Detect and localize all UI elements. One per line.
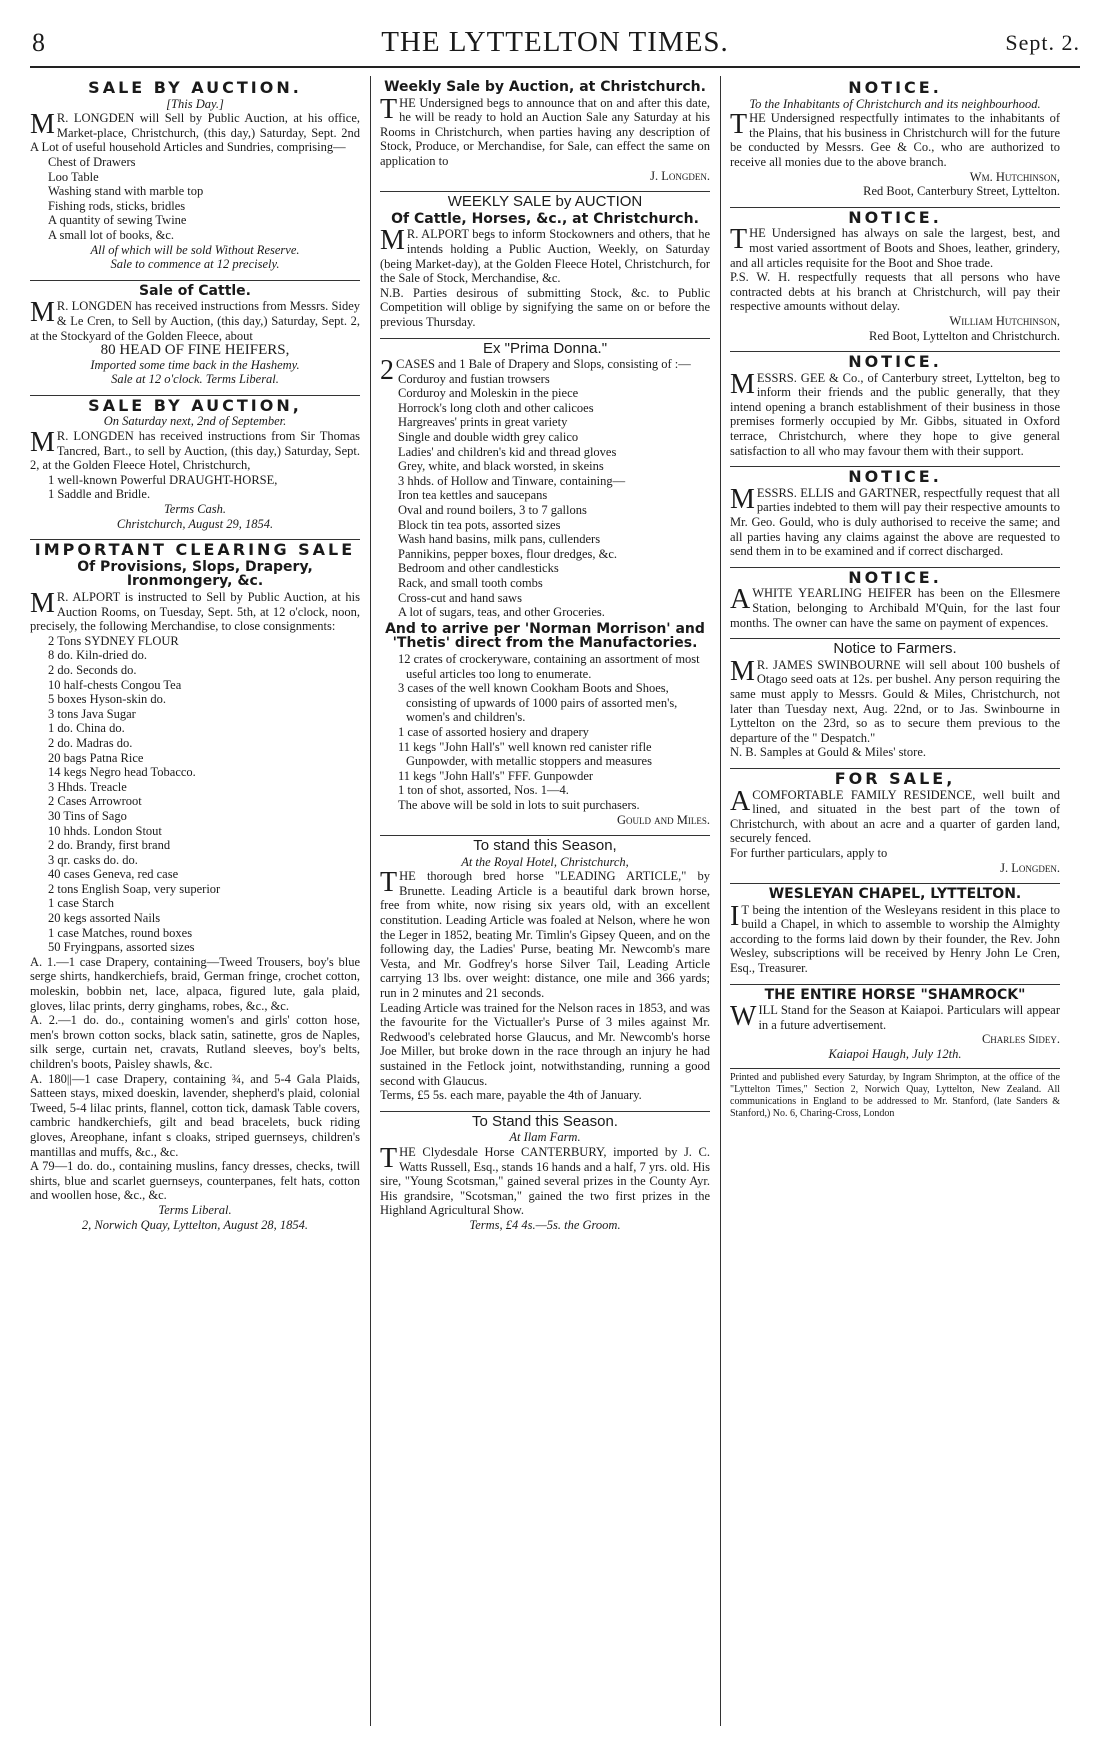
list-item: 30 Tins of Sago bbox=[48, 808, 127, 823]
ad-paragraph: A 79—1 do. do., containing muslins, fancy dresses, checks, twill shirts, blue and scarlet guernseys, counterpanes, felt hats, cotton and woollen hose, &c., &c. bbox=[30, 1159, 360, 1203]
list-item: Loo Table bbox=[48, 169, 99, 184]
item-list bbox=[30, 634, 360, 955]
ad-paragraph: For further particulars, apply to bbox=[730, 845, 888, 860]
page-number: 8 bbox=[32, 28, 45, 57]
advertisement bbox=[30, 76, 360, 275]
list-item: 3 qr. casks do. do. bbox=[48, 852, 138, 867]
column-2 bbox=[380, 76, 710, 1728]
list-item: 1 Saddle and Bridle. bbox=[48, 487, 151, 502]
ad-divider bbox=[730, 984, 1060, 985]
list-item: The above will be sold in lots to suit purchasers. bbox=[398, 797, 640, 812]
advertisement bbox=[730, 763, 1060, 878]
list-item: Bedroom and other candlesticks bbox=[398, 561, 559, 576]
issue-date: Sept. 2. bbox=[1005, 30, 1080, 55]
item-list bbox=[380, 652, 710, 813]
ad-divider bbox=[730, 638, 1060, 639]
list-item: 2 do. Seconds do. bbox=[48, 662, 137, 677]
list-item: 20 kegs assorted Nails bbox=[48, 911, 161, 926]
ad-paragraph: Terms, £5 5s. each mare, payable the 4th of January. bbox=[380, 1088, 642, 1103]
list-item: Pannikins, pepper boxes, flour dredges, &c. bbox=[398, 546, 618, 561]
ad-divider bbox=[730, 883, 1060, 884]
list-item: Wash hand basins, milk pans, cullenders bbox=[398, 532, 601, 547]
advertisement bbox=[30, 275, 360, 390]
ad-body: IT being the intention of the Wesleyans resident in this place to build a Chapel, in which to assemble to worship the Almighty according to the forms laid down by their founder, the Rev. John Wesley, subscriptions will be received by Henry John Le Cren, Esq., Treasurer. bbox=[730, 900, 1060, 976]
list-item: 40 cases Geneva, red case bbox=[48, 867, 179, 882]
ad-heading: NOTICE. bbox=[848, 207, 942, 227]
ad-body: THE Clydesdale Horse CANTERBURY, imported by J. C. Watts Russell, Esq., stands 16 hands and a half, 7 yrs. old. His sire, "Young Scotsman," gained several prizes in the County Ayr. His grandsire, "Scotsman," gained the two first prizes in the Highland Agricultural Show. bbox=[380, 1142, 710, 1218]
ad-signature: Gould and Miles. bbox=[616, 812, 710, 827]
ad-footnote: Terms Liberal. bbox=[158, 1202, 232, 1217]
list-item: Chest of Drawers bbox=[48, 154, 136, 169]
ad-body: MESSRS. ELLIS and GARTNER, respectfully request that all parties indebted to them will pay their respective amounts to Mr. Geo. Gould, who is duly authorised to receive the same; and all parties having any claims against the above are requested to send them in to be examined and if correct discharged. bbox=[730, 483, 1060, 559]
ad-dateline: To the Inhabitants of Christchurch and its neighbourhood. bbox=[749, 96, 1041, 111]
ad-body: MR. JAMES SWINBOURNE will sell about 100 bushels of Otago seed oats at 12s. per bushel. Any person requiring the same must apply to Messrs. Gould & Miles, Christchurch, not later than Tuesday next, Aug. 22nd, or to Jas. Swinbourne in Lyttelton on the 23rd, so as to secure them previous to the departure of the " Despatch." bbox=[730, 655, 1060, 745]
ad-heading: Notice to Farmers. bbox=[833, 640, 957, 658]
ad-signature: William Hutchinson, bbox=[949, 313, 1060, 328]
ad-dateline: At Ilam Farm. bbox=[509, 1130, 581, 1145]
advertisement bbox=[380, 830, 710, 1106]
newspaper-title: THE LYTTELTON TIMES. bbox=[381, 26, 729, 58]
list-item: 3 cases of the well known Cookham Boots and Shoes, consisting of upwards of 1000 pairs of assorted men's, women's and children's. bbox=[398, 681, 678, 725]
ad-body: MR. ALPORT begs to inform Stockowners and others, that he intends holding a Public Auction, Weekly, on Saturday (being Market-day), at the Golden Fleece Hotel, Christchurch, for the Sale of Stock, Merchandise, &c. bbox=[380, 225, 710, 286]
ad-body: THE Undersigned has always on sale the largest, best, and most varied assortment of Boots and Shoes, leather, grindery, and all articles requisite for the Boot and Shoe trade. bbox=[730, 224, 1060, 270]
list-item: 1 ton of shot, assorted, Nos. 1—4. bbox=[398, 783, 569, 798]
ad-subheading: Of Provisions, Slops, Drapery, Ironmongery, &c. bbox=[77, 558, 313, 590]
column-divider bbox=[370, 76, 371, 1726]
ad-divider bbox=[380, 191, 710, 192]
advertisement bbox=[380, 1106, 710, 1236]
ad-dateline: [This Day.] bbox=[166, 96, 224, 111]
ad-highlight: 80 HEAD OF FINE HEIFERS, bbox=[100, 342, 290, 359]
list-item: Block tin tea pots, assorted sizes bbox=[398, 517, 561, 532]
column-divider bbox=[720, 76, 721, 1726]
item-list bbox=[380, 372, 710, 620]
list-item: Single and double width grey calico bbox=[398, 430, 579, 445]
ad-paragraph: Leading Article was trained for the Nelson races in 1853, and was the favourite for the Victualler's Purse of 3 miles against Mr. Redwood's celebrated horse Glaucus, and Mr. Newcomb's horse Joe Miller, but broke down in the race through an injury he had sustained in the Fetlock joint, notwithstanding, running a good second with Glaucus. bbox=[380, 1000, 710, 1088]
ad-address: Red Boot, Canterbury Street, Lyttelton. bbox=[863, 184, 1060, 199]
list-item: 2 do. Brandy, first brand bbox=[48, 838, 171, 853]
advertisement bbox=[730, 878, 1060, 979]
ad-divider bbox=[380, 338, 710, 339]
ad-subheading: And to arrive per 'Norman Morrison' and 'Thetis' direct from the Manufactories. bbox=[385, 620, 705, 652]
list-item: 3 Hhds. Treacle bbox=[48, 779, 127, 794]
list-item: 10 hhds. London Stout bbox=[48, 823, 162, 838]
ad-body: MR. LONGDEN has received instructions from Messrs. Sidey & Le Cren, to Sell by Auction, (this day,) Saturday, Sept. 2, at the Stockyard of the Golden Fleece, about bbox=[30, 297, 360, 343]
imprint-rule bbox=[730, 1068, 1060, 1069]
list-item: 11 kegs "John Hall's" FFF. Gunpowder bbox=[398, 768, 594, 783]
advertisement bbox=[730, 202, 1060, 346]
ad-heading: NOTICE. bbox=[848, 467, 942, 487]
list-item: 12 crates of crockeryware, containing an assortment of most useful articles too long to enumerate. bbox=[398, 651, 700, 681]
ad-divider bbox=[30, 280, 360, 281]
list-item: 1 case Starch bbox=[48, 896, 114, 911]
ad-divider bbox=[380, 1111, 710, 1112]
list-item: 2 tons English Soap, very superior bbox=[48, 881, 221, 896]
advertisement bbox=[730, 76, 1060, 202]
ad-footnote: Terms Cash. bbox=[163, 502, 227, 517]
list-item: 1 case of assorted hosiery and drapery bbox=[398, 724, 589, 739]
list-item: 3 hhds. of Hollow and Tinware, containing— bbox=[398, 473, 626, 488]
masthead bbox=[30, 20, 1080, 76]
list-item: 10 half-chests Congou Tea bbox=[48, 677, 182, 692]
list-item: Corduroy and fustian trowsers bbox=[398, 371, 550, 386]
ad-footnote: Sale at 12 o'clock. Terms Liberal. bbox=[111, 372, 279, 387]
ad-body: THE thorough bred horse "LEADING ARTICLE," by Brunette. Leading Article is a beautiful dark brown horse, free from white, now rising six years old, with an excellent constitution. Leading Article was foaled at Nelson, where he won the Leger in 1852, beating Mr. Timlin's Gipsey Queen, and on the following day, the Ladies' Purse, beating Mr. Newcomb's mare Vesta, and Mr. Godfrey's horse Silver Tail, Leading Article carrying 13 lbs. over weight: distance, one mile and 366 yards; run in 2 minutes and 21 seconds. bbox=[380, 867, 710, 1001]
ad-dateline: On Saturday next, 2nd of September. bbox=[103, 414, 287, 429]
ad-paragraph: A. 1.—1 case Drapery, containing—Tweed Trousers, boy's blue serge shirts, handkerchiefs, braid, German fringe, crochet cotton, moleskin, bobbin net, lace, alpaca, figured lute, gala plaid, gloves, lilac prints, derry ginghams, robes, &c., &c. bbox=[30, 954, 360, 1013]
ad-footnote: 2, Norwich Quay, Lyttelton, August 28, 1854. bbox=[81, 1217, 309, 1232]
ad-heading: WEEKLY SALE by AUCTION bbox=[447, 193, 643, 211]
ad-paragraph: N. B. Samples at Gould & Miles' store. bbox=[730, 745, 926, 760]
list-item: 8 do. Kiln-dried do. bbox=[48, 648, 147, 663]
ad-divider bbox=[380, 835, 710, 836]
advertisement bbox=[730, 562, 1060, 633]
list-item: 5 boxes Hyson-skin do. bbox=[48, 692, 167, 707]
list-item: Rack, and small tooth combs bbox=[398, 576, 543, 590]
imprint: Printed and published every Saturday, by Ingram Shrimpton, at the office of the "Lyttelton Times," Section 2, Norwich Quay, Lyttelton, New Zealand. All communications in England to be addressed to Mr. Stanford, (late Sanders & Stanford,) No. 6, Charing-Cross, London bbox=[730, 1071, 1060, 1119]
item-list bbox=[30, 473, 360, 502]
advertisement bbox=[380, 76, 710, 186]
ad-footnote: Terms, £4 4s.—5s. the Groom. bbox=[469, 1217, 621, 1232]
list-item: Iron tea kettles and saucepans bbox=[398, 488, 548, 503]
advertisement bbox=[730, 979, 1060, 1065]
ad-paragraph: A. 2.—1 do. do., containing women's and girls' cotton hose, men's brown cotton socks, black satin, satinette, gros de Naples, silk serge, curtain net, cravats, Rutland sleeves, boy's belts, children's boots, Paisley shawls, &c. bbox=[30, 1013, 360, 1071]
ad-paragraph: P.S. W. H. respectfully requests that all persons who have contracted debts at his branch at Christchurch, will pay their respective amounts without delay. bbox=[730, 270, 1060, 314]
list-item: 50 Fryingpans, assorted sizes bbox=[48, 940, 195, 955]
ad-footnote: Christchurch, August 29, 1854. bbox=[116, 516, 274, 531]
list-item: 2 Cases Arrowroot bbox=[48, 794, 142, 809]
list-item: 3 tons Java Sugar bbox=[48, 706, 136, 721]
list-item: 1 case Matches, round boxes bbox=[48, 925, 193, 940]
ad-heading: To Stand this Season. bbox=[472, 1112, 618, 1130]
masthead-rule bbox=[30, 66, 1080, 68]
ad-heading: SALE BY AUCTION, bbox=[88, 395, 302, 415]
list-item: 1 well-known Powerful DRAUGHT-HORSE, bbox=[48, 472, 278, 487]
ad-body: MR. ALPORT is instructed to Sell by Public Auction, at his Auction Rooms, on Tuesday, Sept. 5th, at 12 o'clock, noon, precisely, the following Merchandise, to close consignments: bbox=[30, 588, 360, 634]
ad-heading: NOTICE. bbox=[848, 567, 942, 587]
advertisement bbox=[380, 333, 710, 831]
ad-dateline: At the Royal Hotel, Christchurch, bbox=[461, 854, 629, 869]
ad-body: 2CASES and 1 Bale of Drapery and Slops, consisting of :— bbox=[380, 355, 691, 387]
list-item: Grey, white, and black worsted, in skeins bbox=[398, 459, 604, 474]
ad-paragraph: A. 180||—1 case Drapery, containing ¾, and 5-4 Gala Plaids, Satteen stays, mixed doeskin, lavender, shepherd's plaid, colonial Tweed, 5-4 lilac prints, flannel, cotton tick, damask Table covers, cambric handkerchiefs, gilt and bead bracelets, buck riding gloves, Areophane, infant s cloaks, striped guernseys, children's mantillas and muffs, &c., &c. bbox=[30, 1071, 360, 1159]
advertisement bbox=[730, 633, 1060, 763]
list-item: Washing stand with marble top bbox=[48, 184, 204, 199]
list-item: Cross-cut and hand saws bbox=[398, 590, 522, 605]
list-item: Oval and round boilers, 3 to 7 gallons bbox=[398, 503, 587, 518]
ad-body: AWHITE YEARLING HEIFER has been on the Ellesmere Station, belonging to Archibald M'Quin, for the last four months. The owner can have the same on payment of expences. bbox=[730, 584, 1060, 630]
ad-heading: IMPORTANT CLEARING SALE bbox=[34, 540, 356, 560]
ad-subheading: Sale of Cattle. bbox=[139, 282, 251, 299]
ad-subheading: Of Cattle, Horses, &c., at Christchurch. bbox=[391, 210, 699, 227]
ad-subheading: THE ENTIRE HORSE "SHAMROCK" bbox=[764, 986, 1026, 1003]
ad-signature: J. Longden. bbox=[650, 168, 710, 183]
item-list bbox=[30, 155, 360, 243]
ad-subheading: WESLEYAN CHAPEL, LYTTELTON. bbox=[768, 886, 1022, 903]
ad-heading: SALE BY AUCTION. bbox=[88, 78, 302, 97]
ad-heading: To stand this Season, bbox=[473, 837, 617, 855]
list-item: 11 kegs "John Hall's" well known red canister rifle Gunpowder, with metallic stoppers and measures bbox=[398, 739, 652, 769]
list-item: Hargreaves' prints in great variety bbox=[398, 415, 568, 430]
ad-body: MESSRS. GEE & Co., of Canterbury street, Lyttelton, beg to inform their friends and the public generally, that they intend opening a branch establishment of their business in those premises formerly occupied by Mr. Gibbs, situated in Oxford terrace, Christchurch, where they hope to give general satisfaction to all who may favour them with their support. bbox=[730, 368, 1060, 458]
ad-address: Red Boot, Lyttelton and Christchurch. bbox=[869, 328, 1060, 343]
advertisement bbox=[380, 186, 710, 332]
list-item: 1 do. China do. bbox=[48, 721, 125, 736]
ad-footnote: Sale to commence at 12 precisely. bbox=[110, 257, 280, 272]
list-item: A lot of sugars, teas, and other Groceries. bbox=[398, 605, 605, 620]
column-3 bbox=[730, 76, 1060, 1728]
list-item: 20 bags Patna Rice bbox=[48, 750, 144, 765]
advertisement bbox=[730, 346, 1060, 461]
list-item: A quantity of sewing Twine bbox=[48, 213, 187, 228]
list-item: Ladies' and children's kid and thread gloves bbox=[398, 444, 617, 459]
ad-body: THE Undersigned respectfully intimates to the inhabitants of the Plains, that his business in Christchurch will for the future be conducted by Messrs. Gee & Co., who are authorized to receive all monies due to the above branch. bbox=[730, 109, 1060, 169]
ad-signature: Charles Sidey. bbox=[981, 1032, 1060, 1047]
ad-footnote: All of which will be sold Without Reserve. bbox=[90, 242, 300, 257]
ad-heading: FOR SALE, bbox=[834, 768, 956, 788]
advertisement bbox=[730, 461, 1060, 562]
list-item: Corduroy and Moleskin in the piece bbox=[398, 386, 579, 401]
ad-body: MR. LONGDEN will Sell by Public Auction, at his office, Market-place, Christchurch, (this day,) Saturday, Sept. 2nd A Lot of useful household Articles and Sundries, comprising— bbox=[30, 109, 360, 155]
list-item: A small lot of books, &c. bbox=[48, 227, 175, 242]
advertisement bbox=[30, 534, 360, 1235]
list-item: Horrock's long cloth and other calicoes bbox=[398, 400, 594, 415]
list-item: 2 Tons SYDNEY FLOUR bbox=[48, 633, 179, 648]
ad-signature: Wm. Hutchinson, bbox=[969, 169, 1060, 184]
ad-heading: Ex "Prima Donna." bbox=[482, 339, 608, 357]
ad-footnote: Kaiapoi Haugh, July 12th. bbox=[828, 1047, 962, 1062]
ad-heading: NOTICE. bbox=[848, 78, 942, 97]
advertisement bbox=[30, 390, 360, 534]
ad-body: THE Undersigned begs to announce that on and after this date, he will be ready to hold an Auction Sale any Saturday at his Rooms in Christchurch, when parties having any description of Stock, Produce, or Merchandise, for Sale, can effect the same on application to bbox=[380, 93, 710, 168]
ad-subheading: Weekly Sale by Auction, at Christchurch. bbox=[384, 79, 706, 95]
ad-body: ACOMFORTABLE FAMILY RESIDENCE, well built and lined, and situated in the best part of the town of Christchurch, with about an acre and a quarter of garden land, securely fenced. bbox=[730, 785, 1060, 846]
list-item: Fishing rods, sticks, bridles bbox=[48, 198, 186, 213]
ad-footnote: Imported some time back in the Hashemy. bbox=[90, 357, 300, 372]
newspaper-page bbox=[30, 20, 1080, 1730]
ad-body: MR. LONGDEN has received instructions from Sir Thomas Tancred, Bart., to sell by Auction, (this day,) Saturday, Sept. 2, at the Golden Fleece Hotel, Christchurch, bbox=[30, 427, 360, 473]
ad-signature: J. Longden. bbox=[1000, 860, 1060, 875]
column-1 bbox=[30, 76, 360, 1728]
list-item: 14 kegs Negro head Tobacco. bbox=[48, 765, 196, 780]
ad-paragraph: N.B. Parties desirous of submitting Stock, &c. to Public Competition will oblige by signifying the same on or before the previous Thursday. bbox=[380, 285, 710, 329]
ad-heading: NOTICE. bbox=[848, 352, 942, 372]
list-item: 2 do. Madras do. bbox=[48, 735, 133, 750]
ad-body: WILL Stand for the Season at Kaiapoi. Particulars will appear in a future advertisement. bbox=[730, 1001, 1060, 1033]
